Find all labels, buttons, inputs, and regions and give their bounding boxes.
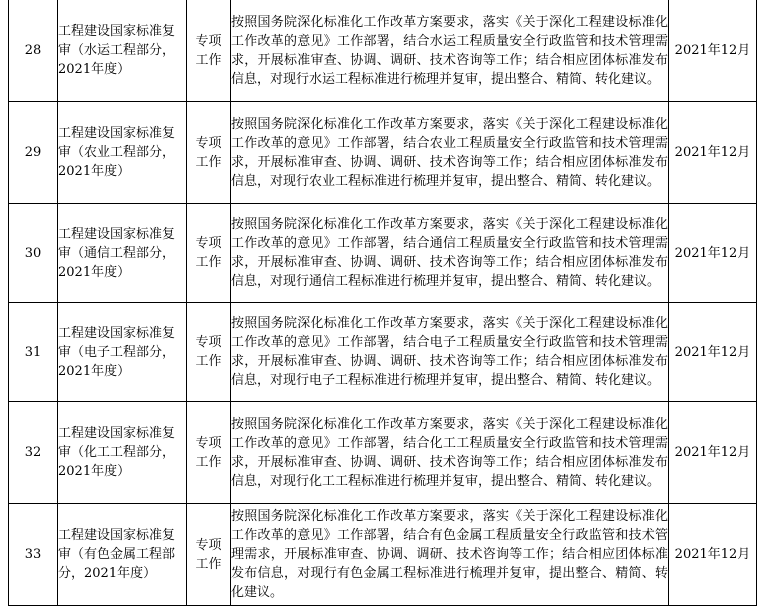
row-number: 30 xyxy=(9,204,58,303)
completion-date: 2021年12月 xyxy=(669,102,757,204)
task-name: 工程建设国家标准复审（化工工程部分，2021年度） xyxy=(58,402,187,504)
task-type: 专项工作 xyxy=(195,537,222,572)
row-number: 32 xyxy=(9,402,58,504)
task-name: 工程建设国家标准复审（农业工程部分，2021年度） xyxy=(58,102,187,204)
task-type-cell xyxy=(187,402,231,504)
task-name: 工程建设国家标准复审（通信工程部分，2021年度） xyxy=(58,204,187,303)
task-type: 专项工作 xyxy=(195,335,222,369)
row-number: 33 xyxy=(9,504,58,606)
task-name: 工程建设国家标准复审（有色金属工程部分，2021年度） xyxy=(58,504,187,606)
completion-date: 2021年12月 xyxy=(669,402,757,504)
task-type: 专项工作 xyxy=(195,135,222,170)
task-type-cell xyxy=(187,102,231,204)
task-type-cell xyxy=(187,0,231,102)
task-description: 按照国务院深化标准化工作改革方案要求，落实《关于深化工程建设标准化工作改革的意见》工作部署，结合农业工程质量安全行政监管和技术管理需求，开展标准审查、协调、调研、技术咨询等工作；结合相应团体标准发布信息，对现行农业工程标准进行梳理并复审，提出整合、精简、转化建议。 xyxy=(231,102,669,204)
task-type-cell xyxy=(187,504,231,606)
completion-date: 2021年12月 xyxy=(669,504,757,606)
task-type-cell xyxy=(187,303,231,402)
row-number: 31 xyxy=(9,303,58,402)
task-description: 按照国务院深化标准化工作改革方案要求，落实《关于深化工程建设标准化工作改革的意见》工作部署，结合水运工程质量安全行政监管和技术管理需求，开展标准审查、协调、调研、技术咨询等工作；结合相应团体标准发布信息，对现行水运工程标准进行梳理并复审，提出整合、精简、转化建议。 xyxy=(231,0,669,102)
row-number: 29 xyxy=(9,102,58,204)
task-type-cell xyxy=(187,204,231,303)
table-row xyxy=(9,102,757,204)
completion-date: 2021年12月 xyxy=(669,0,757,102)
table-row xyxy=(9,0,757,102)
task-type: 专项工作 xyxy=(195,435,222,470)
task-type: 专项工作 xyxy=(195,236,222,270)
table-row xyxy=(9,204,757,303)
task-type: 专项工作 xyxy=(195,33,222,68)
table-row xyxy=(9,402,757,504)
task-description: 按照国务院深化标准化工作改革方案要求，落实《关于深化工程建设标准化工作改革的意见》工作部署，结合电子工程质量安全行政监管和技术管理需求，开展标准审查、协调、调研、技术咨询等工作；结合相应团体标准发布信息，对现行电子工程标准进行梳理并复审，提出整合、精简、转化建议。 xyxy=(231,303,669,402)
task-name: 工程建设国家标准复审（水运工程部分，2021年度） xyxy=(58,0,187,102)
table-row xyxy=(9,303,757,402)
task-description: 按照国务院深化标准化工作改革方案要求，落实《关于深化工程建设标准化工作改革的意见》工作部署，结合通信工程质量安全行政监管和技术管理需求，开展标准审查、协调、调研、技术咨询等工作；结合相应团体标准发布信息，对现行通信工程标准进行梳理并复审，提出整合、精简、转化建议。 xyxy=(231,204,669,303)
row-number: 28 xyxy=(9,0,58,102)
task-name: 工程建设国家标准复审（电子工程部分，2021年度） xyxy=(58,303,187,402)
task-description: 按照国务院深化标准化工作改革方案要求，落实《关于深化工程建设标准化工作改革的意见》工作部署，结合化工工程质量安全行政监管和技术管理需求，开展标准审查、协调、调研、技术咨询等工作；结合相应团体标准发布信息，对现行化工工程标准进行梳理并复审，提出整合、精简、转化建议。 xyxy=(231,402,669,504)
table-row xyxy=(9,504,757,606)
completion-date: 2021年12月 xyxy=(669,204,757,303)
completion-date: 2021年12月 xyxy=(669,303,757,402)
task-description: 按照国务院深化标准化工作改革方案要求，落实《关于深化工程建设标准化工作改革的意见》工作部署，结合有色金属工程质量安全行政监管和技术管理需求，开展标准审查、协调、调研、技术咨询等工作；结合相应团体标准发布信息，对现行有色金属工程标准进行梳理并复审，提出整合、精简、转化建议。 xyxy=(231,504,669,606)
standards-table xyxy=(8,0,757,606)
